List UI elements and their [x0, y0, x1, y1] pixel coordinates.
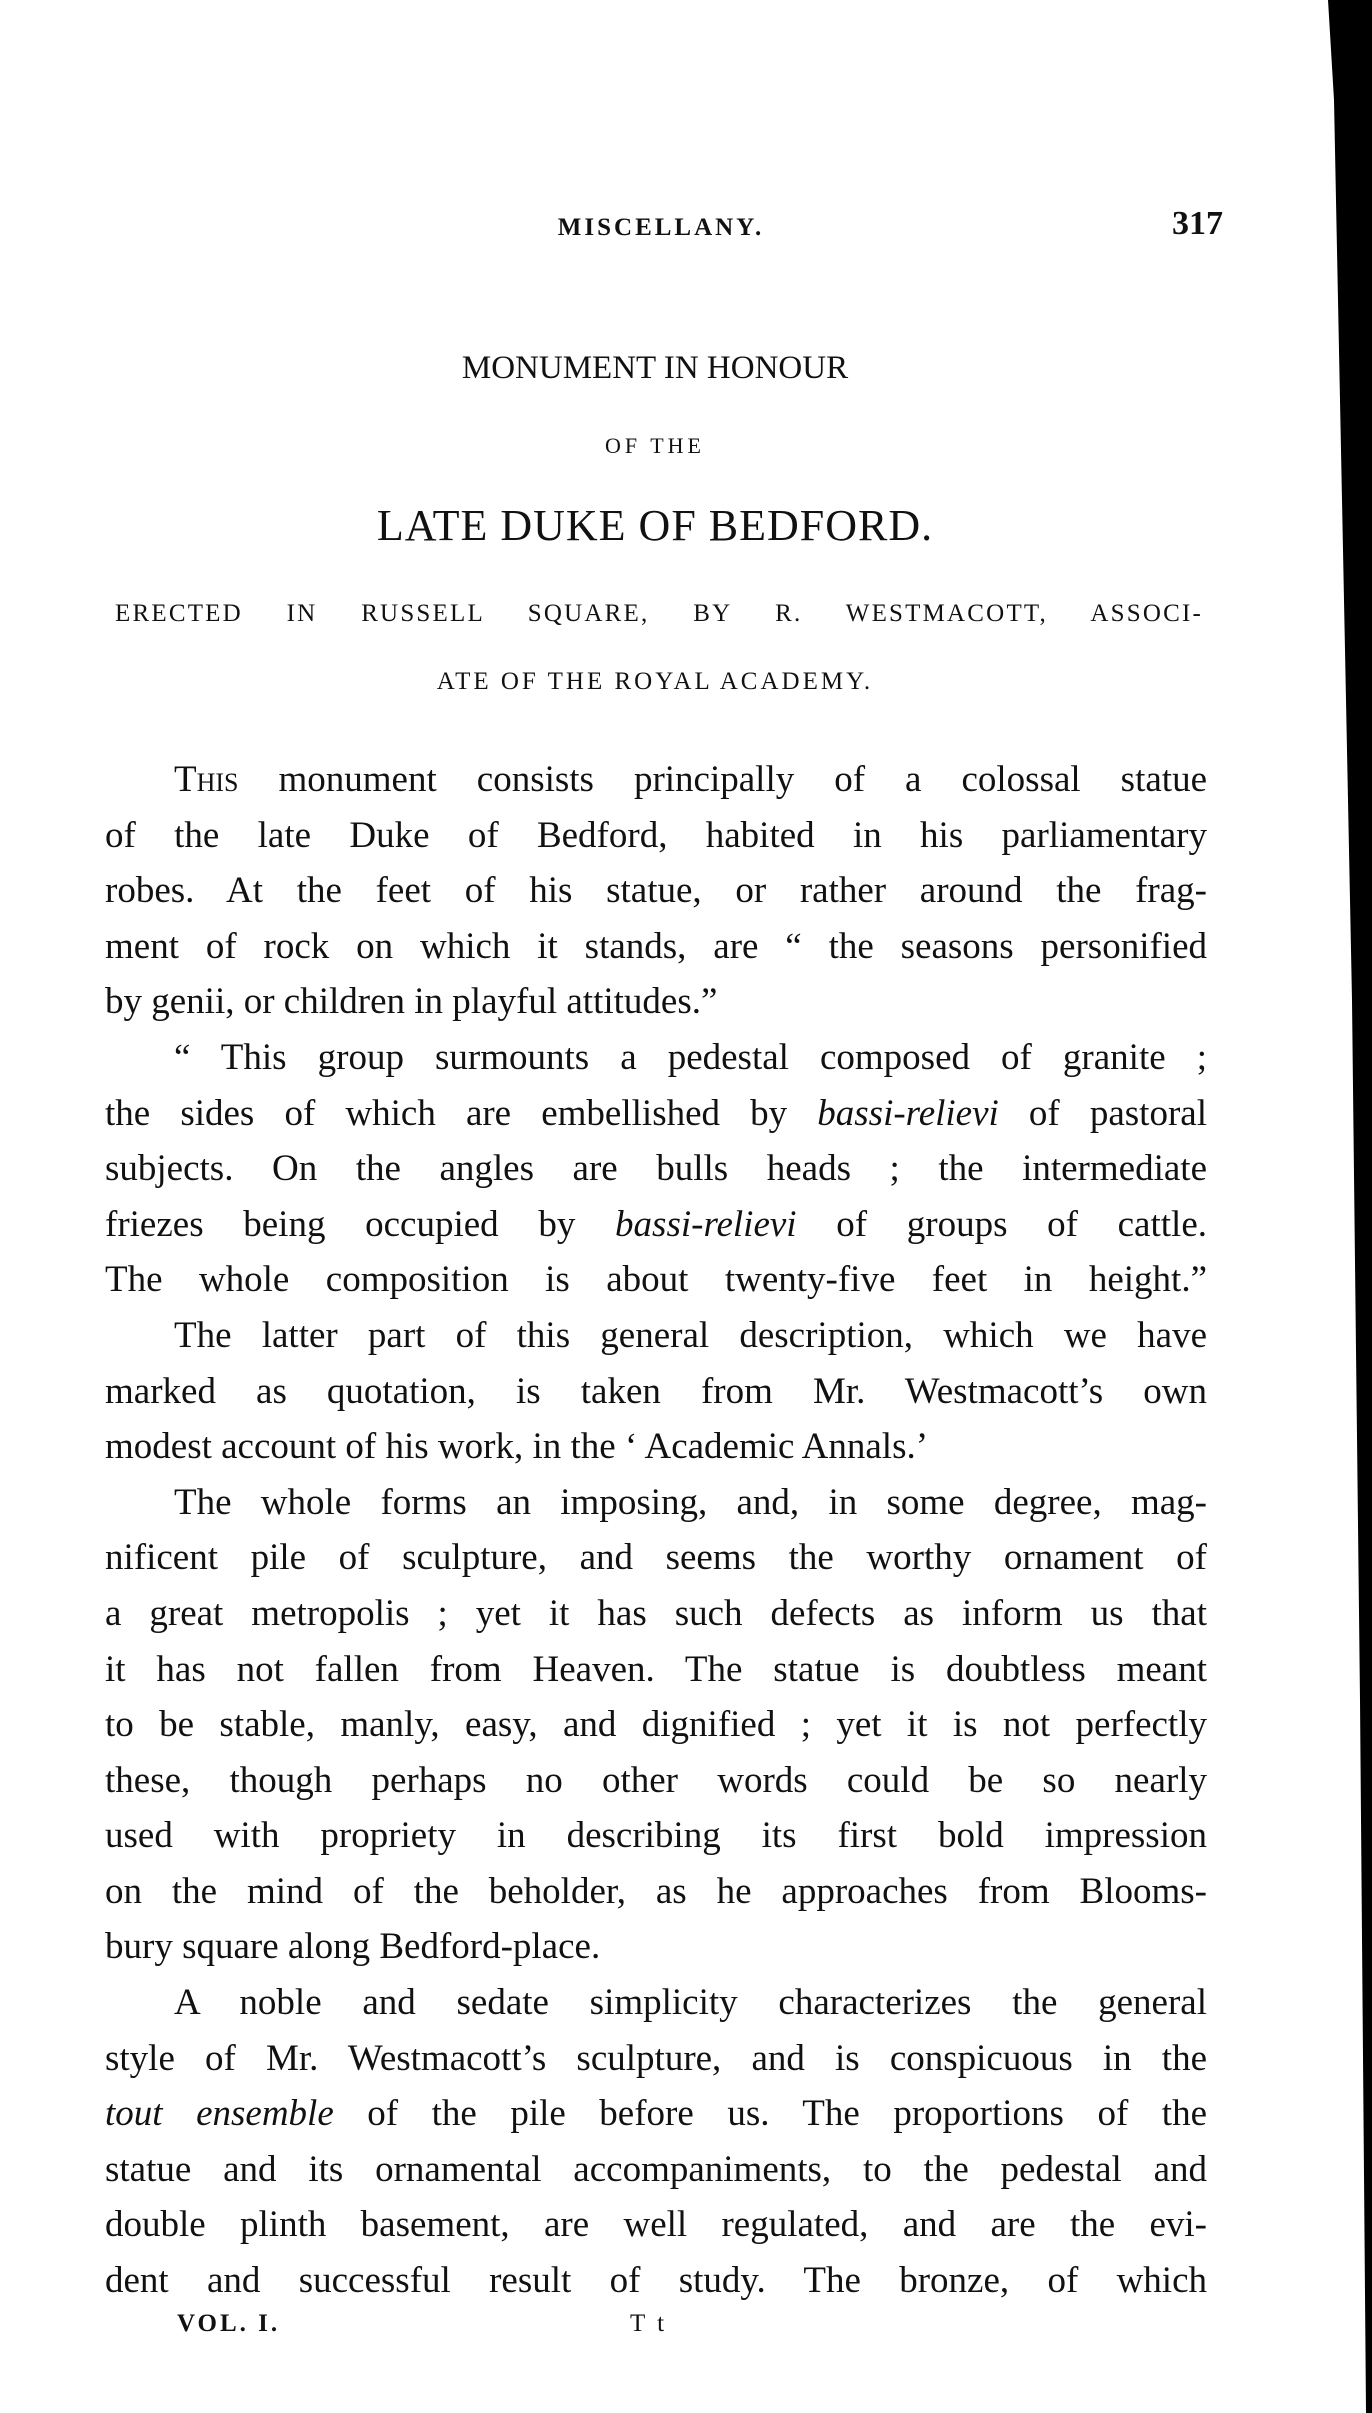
body-line: “ This group surmounts a pedestal composed of granite ;: [174, 1036, 1207, 1078]
text: monument consists principally of a colossal statue: [238, 759, 1207, 800]
body-line: [105, 1086, 1207, 1142]
text: the sides of which are embellished by: [105, 1092, 818, 1134]
volume-mark: VOL. I.: [177, 2310, 281, 2337]
body-line: modest account of his work, in the ‘ Academic Annals.’: [105, 1426, 929, 1468]
body-line: The whole forms an imposing, and, in some degree, mag-: [174, 1481, 1207, 1523]
body-line: style of Mr. Westmacott’s sculpture, and is conspicuous in the: [105, 2037, 1207, 2079]
body-line: ment of rock on which it stands, are “ the seasons personified: [105, 925, 1207, 967]
body-line: a great metropolis ; yet it has such defects as inform us that: [105, 1592, 1207, 1634]
body-line: by genii, or children in playful attitudes.”: [105, 981, 718, 1023]
body-line: nificent pile of sculpture, and seems the worthy ornament of: [105, 1537, 1207, 1579]
body-line: [105, 752, 1207, 808]
body-line: it has not fallen from Heaven. The statue is doubtless meant: [105, 1648, 1207, 1690]
italic-term: tout ensemble: [105, 2093, 334, 2135]
body-line: double plinth basement, are well regulated, and are the evi-: [105, 2204, 1207, 2246]
body-line: bury square along Bedford-place.: [105, 1926, 601, 1968]
drop-word: This: [174, 759, 239, 800]
body-line: statue and its ornamental accompaniments, to the pedestal and: [105, 2148, 1207, 2190]
running-title: MISCELLANY.: [557, 214, 765, 241]
page-number: 317: [1172, 205, 1223, 242]
article-subtitle-line-1: ERECTED IN RUSSELL SQUARE, BY R. WESTMACOTT, ASSOCI-: [115, 600, 1203, 627]
italic-term: bassi-relievi: [615, 1203, 797, 1245]
body-line: [105, 1197, 1207, 1253]
body-line: used with propriety in describing its first bold impression: [105, 1815, 1207, 1857]
body-line: these, though perhaps no other words could be so nearly: [105, 1759, 1207, 1801]
body-line: marked as quotation, is taken from Mr. Westmacott’s own: [105, 1370, 1207, 1412]
text: friezes being occupied by: [105, 1203, 616, 1245]
text: of the pile before us. The proportions of the: [333, 2093, 1207, 2135]
article-title-line-3: LATE DUKE OF BEDFORD.: [376, 501, 934, 550]
body-line: on the mind of the beholder, as he approaches from Blooms-: [105, 1870, 1207, 1912]
body-line: dent and successful result of study. The bronze, of which: [105, 2260, 1207, 2302]
article-subtitle-line-2: ATE OF THE ROYAL ACADEMY.: [436, 668, 874, 695]
signature-mark: T t: [630, 2310, 668, 2337]
body-line: The latter part of this general description, which we have: [174, 1314, 1207, 1356]
body-line: The whole composition is about twenty-five feet in height.”: [105, 1259, 1207, 1301]
body-line: [105, 2086, 1207, 2142]
article-title-line-1: MONUMENT IN HONOUR: [461, 350, 849, 386]
body-line: A noble and sedate simplicity characterizes the general: [174, 1982, 1207, 2024]
body-line: robes. At the feet of his statue, or rather around the frag-: [105, 870, 1207, 912]
body-line: to be stable, manly, easy, and dignified ; yet it is not perfectly: [105, 1704, 1207, 1746]
text: of groups of cattle.: [796, 1203, 1207, 1245]
body-line: of the late Duke of Bedford, habited in his parliamentary: [105, 814, 1207, 856]
body-line: subjects. On the angles are bulls heads ; the intermediate: [105, 1148, 1207, 1190]
italic-term: bassi-relievi: [817, 1092, 999, 1134]
text: of pastoral: [998, 1092, 1207, 1134]
article-title-line-2: OF THE: [605, 433, 705, 458]
article-body: [105, 752, 1207, 2309]
